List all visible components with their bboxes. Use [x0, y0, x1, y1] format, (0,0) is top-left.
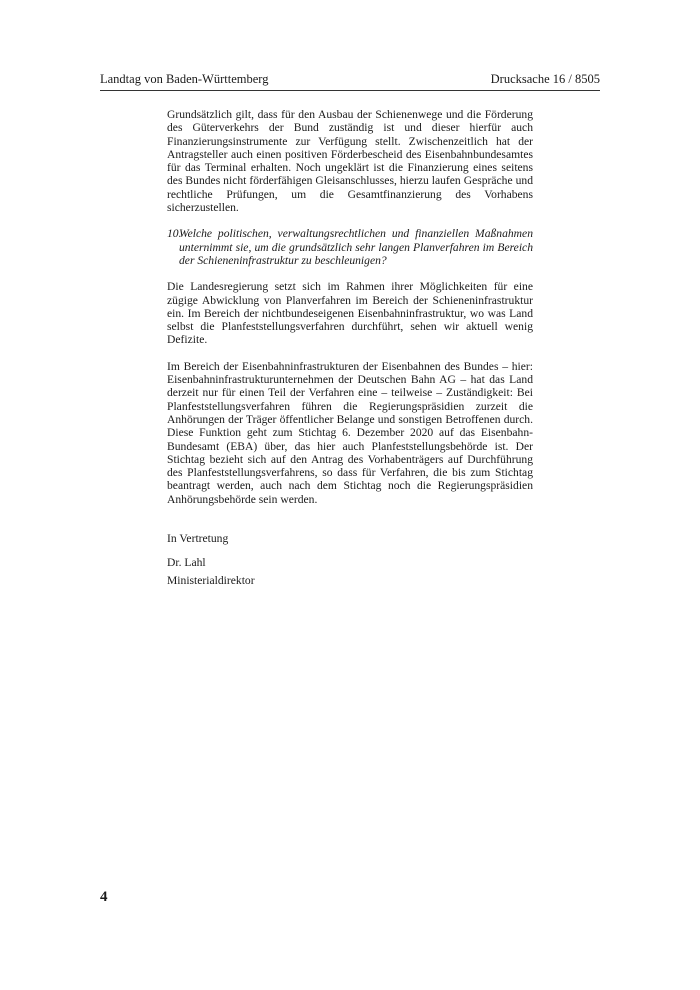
page-header — [100, 70, 600, 91]
question-text: Welche politischen, verwaltungsrechtlichen und finanziellen Maßnahmen unternimmt sie, um die grundsätzlich sehr langen Planverfahren im Bereich der Schieneninfrastruktur zu beschleunigen? — [179, 227, 533, 267]
question-number: 10. — [167, 227, 182, 241]
signature-title: Ministerialdirektor — [167, 573, 255, 587]
answer-paragraph-3: Im Bereich der Eisenbahninfrastrukturen der Eisenbahnen des Bundes – hier: Eisenbahninfrastrukturunternehmen der Deutschen Bahn AG – hat das Land derzeit nur für einen Teil der Verfahren eine – teilweise – Zuständigkeit: Bei Planfeststellungsverfahren führen die Regierungspräsidien zurzeit die Anhörungen der Träger öffentlicher Belange und sonstigen Betroffenen durch. Diese Funktion geht zum Stichtag 6. Dezember 2020 auf das Eisenbahn-Bundesamt (EBA) über, das hier auch Planfeststellungsbehörde ist. Der Stichtag bezieht sich auf den Antrag des Vorhabenträgers auf Durchführung des Planfeststellungsverfahrens, so dass für Verfahren, die bis zum Stichtag beantragt werden, auch nach dem Stichtag noch die Regierungspräsidien Anhörungsbehörde sein werden. — [167, 359, 533, 506]
signature-name: Dr. Lahl — [167, 556, 206, 570]
header-parliament-name: Landtag von Baden-Württemberg — [100, 72, 269, 86]
signature-closing: In Vertretung — [167, 532, 229, 546]
answer-paragraph-1: Grundsätzlich gilt, dass für den Ausbau der Schienenwege und die Förderung des Güterverkehrs der Bund zuständig ist und dieser hierfür auch Finanzierungsinstrumente zur Verfügung stellt. Zwischenzeitlich hat der Antragsteller auch einen positiven Förderbescheid des Eisenbahnbundesamtes für das Terminal erhalten. Noch ungeklärt ist die Finanzierung eines seitens des Bundes nicht förderfähigen Gleisanschlusses, hierzu laufen Gespräche und rechtliche Prüfungen, um die Gesamtfinanzierung des Vorhabens sicherzustellen. — [167, 108, 533, 215]
header-document-number: Drucksache 16 / 8505 — [490, 72, 600, 86]
answer-paragraph-2: Die Landesregierung setzt sich im Rahmen ihrer Möglichkeiten für eine zügige Abwicklung von Planverfahren im Bereich der Schieneninfrastruktur ein. Im Bereich der nichtbundeseigenen Eisenbahninfrastruktur, wo was Land selbst die Planfeststellungsverfahren durchführt, sehen wir aktuell wenig Defizite. — [167, 280, 533, 347]
question-10 — [167, 227, 533, 267]
document-body — [167, 108, 533, 587]
page-number: 4 — [100, 889, 108, 905]
